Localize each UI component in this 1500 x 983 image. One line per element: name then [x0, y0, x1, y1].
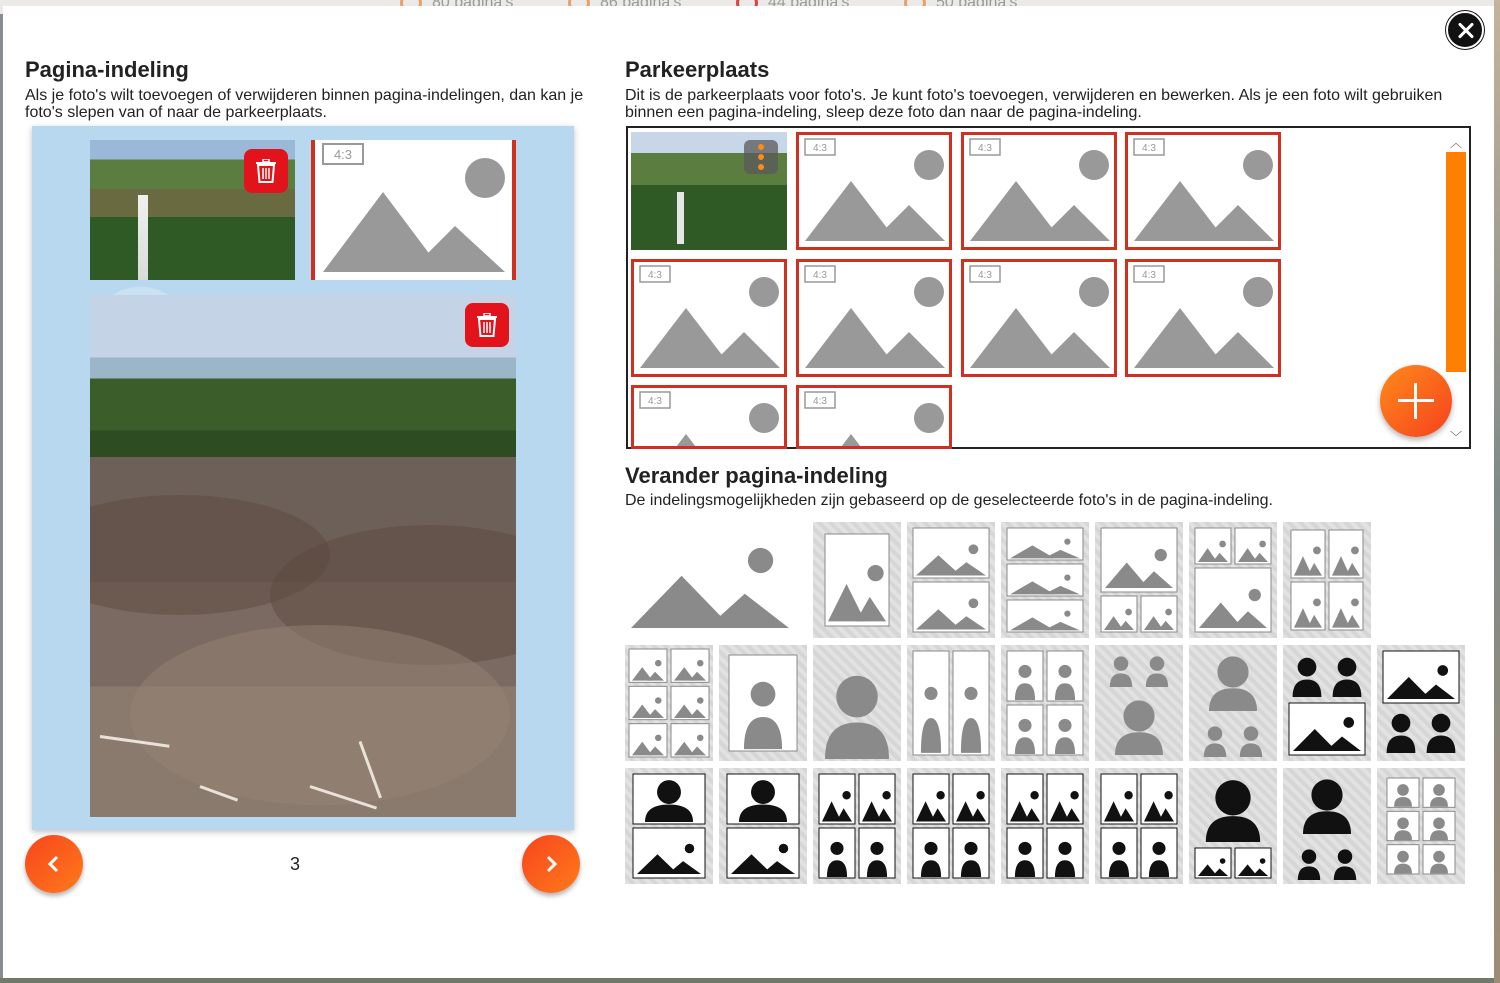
image-placeholder-icon [799, 388, 949, 449]
chevron-left-icon [46, 854, 62, 874]
layout-preview-icon [1377, 768, 1465, 884]
parked-photo-placeholder[interactable] [961, 259, 1117, 377]
layout-preview-icon [1095, 522, 1183, 638]
layout-option[interactable] [1283, 522, 1371, 638]
image-placeholder-icon [964, 135, 1114, 247]
parked-photo-placeholder[interactable] [796, 132, 952, 250]
layout-preview-icon [1095, 645, 1183, 761]
svg-text:4:3: 4:3 [1142, 143, 1156, 154]
layout-preview-icon [1095, 768, 1183, 884]
parked-photo-placeholder[interactable] [631, 259, 787, 377]
svg-text:4:3: 4:3 [648, 270, 662, 281]
layout-panel-title: Pagina-indeling [25, 57, 189, 82]
layout-option[interactable] [907, 522, 995, 638]
layout-option[interactable] [1189, 768, 1277, 884]
svg-text:4:3: 4:3 [978, 143, 992, 154]
parking-panel-description: Dit is de parkeerplaats voor foto's. Je kunt foto's toevoegen, verwijderen en bewerken. Als je een foto wilt gebruiken binnen een pagina-indeling, sleep deze foto dan naar de pagina-indeling. [625, 87, 1443, 121]
parked-photo-placeholder[interactable] [631, 385, 787, 449]
change-layout-description: De indelingsmogelijkheden zijn gebaseerd op de geselecteerde foto's in de pagina-indeling. [625, 492, 1273, 509]
image-placeholder-icon [799, 135, 949, 247]
layout-preview-icon [719, 645, 807, 761]
layout-preview-icon [907, 522, 995, 638]
svg-text:4:3: 4:3 [333, 147, 353, 162]
layout-preview-icon [1001, 522, 1089, 638]
parking-scrollbar[interactable] [1446, 152, 1466, 372]
layout-option[interactable] [813, 768, 901, 884]
scroll-down-icon[interactable]: ﹀ [1450, 430, 1463, 444]
background-edge [0, 978, 1500, 983]
layout-preview-icon [1283, 522, 1371, 638]
svg-text:4:3: 4:3 [1142, 270, 1156, 281]
image-placeholder-icon [799, 262, 949, 374]
image-placeholder-icon [1128, 135, 1278, 247]
layout-option[interactable] [1283, 645, 1371, 761]
svg-text:4:3: 4:3 [978, 270, 992, 281]
layout-option[interactable] [1095, 522, 1183, 638]
svg-text:4:3: 4:3 [648, 396, 662, 407]
layout-option[interactable] [1095, 768, 1183, 884]
layout-option[interactable] [719, 645, 807, 761]
trash-icon[interactable] [244, 149, 288, 193]
layout-preview-icon [1189, 522, 1277, 638]
image-placeholder-icon [634, 388, 784, 449]
add-photo-button[interactable] [1380, 365, 1452, 437]
parked-photo-placeholder[interactable] [1125, 132, 1281, 250]
svg-text:4:3: 4:3 [813, 143, 827, 154]
page-number: 3 [290, 854, 301, 874]
parked-photo-placeholder[interactable] [796, 259, 952, 377]
layout-preview-icon [907, 768, 995, 884]
layout-preview-icon [719, 768, 807, 884]
layout-option[interactable] [813, 522, 901, 638]
image-placeholder-icon [315, 140, 512, 280]
parking-panel-title: Parkeerplaats [625, 57, 770, 82]
layout-preview-icon [625, 645, 713, 761]
next-page-button[interactable] [522, 835, 580, 893]
photo-dunes[interactable] [90, 295, 516, 817]
chevron-right-icon [543, 854, 559, 874]
scroll-up-icon[interactable]: ︿ [1450, 136, 1463, 150]
layout-preview-icon [1377, 645, 1465, 761]
layout-option[interactable] [625, 645, 713, 761]
trash-icon[interactable] [465, 303, 509, 347]
photo-menu-icon[interactable] [744, 140, 778, 174]
previous-page-button[interactable] [25, 835, 83, 893]
layout-option[interactable] [907, 645, 995, 761]
layout-preview-icon [813, 522, 901, 638]
background-edge [1494, 0, 1500, 983]
layout-option[interactable] [813, 645, 901, 761]
layout-preview-icon [1001, 768, 1089, 884]
layout-preview-icon [625, 522, 807, 638]
image-placeholder-icon [634, 262, 784, 374]
layout-panel-description: Als je foto's wilt toevoegen of verwijderen binnen pagina-indelingen, dan kan je foto's slepen van of naar de parkeerplaats. [25, 87, 584, 121]
image-placeholder-icon [964, 262, 1114, 374]
photo-placeholder-slot[interactable] [311, 140, 516, 280]
layout-option[interactable] [719, 768, 807, 884]
layout-option[interactable] [1095, 645, 1183, 761]
layout-option[interactable] [1377, 645, 1465, 761]
layout-preview-icon [813, 768, 901, 884]
parked-photo-placeholder[interactable] [796, 385, 952, 449]
layout-preview-icon [1189, 768, 1277, 884]
layout-preview-icon [1283, 768, 1371, 884]
layout-option[interactable] [1377, 768, 1465, 884]
parked-photo-placeholder[interactable] [961, 132, 1117, 250]
layout-preview-icon [625, 768, 713, 884]
layout-option[interactable] [907, 768, 995, 884]
svg-text:4:3: 4:3 [813, 270, 827, 281]
image-placeholder-icon [1128, 262, 1278, 374]
layout-preview-icon [1001, 645, 1089, 761]
layout-preview-icon [907, 645, 995, 761]
layout-option[interactable] [1001, 768, 1089, 884]
layout-option[interactable] [1189, 645, 1277, 761]
close-icon[interactable] [1446, 11, 1484, 49]
layout-preview-icon [813, 645, 901, 761]
change-layout-title: Verander pagina-indeling [625, 463, 888, 488]
layout-preview-icon [1283, 645, 1371, 761]
layout-option[interactable] [1189, 522, 1277, 638]
layout-option[interactable] [1001, 522, 1089, 638]
layout-preview-icon [1189, 645, 1277, 761]
layout-option[interactable] [625, 768, 713, 884]
svg-text:4:3: 4:3 [813, 396, 827, 407]
layout-option[interactable] [1001, 645, 1089, 761]
layout-option[interactable] [625, 522, 807, 638]
parked-photo-placeholder[interactable] [1125, 259, 1281, 377]
layout-option[interactable] [1283, 768, 1371, 884]
